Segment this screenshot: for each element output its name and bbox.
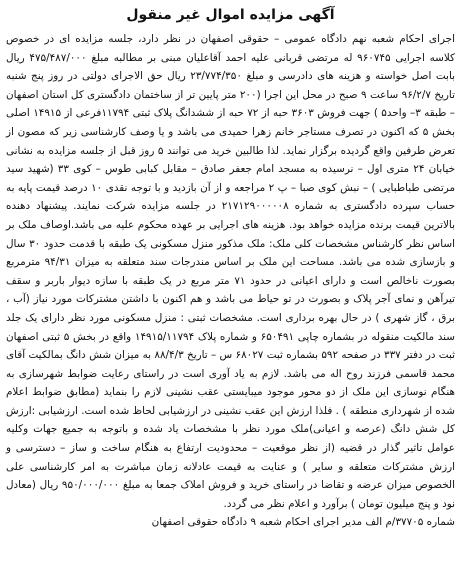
notice-body: اجرای احکام شعبه نهم دادگاه عمومی – حقوقی اصفهان در نظر دارد، جلسه مزایده ای در خصوص کلاسه اجرایی ۹۶۰۷۴۵ له مرتضی قربانی علیه احمد آقاعلیان مبنی بر مطالبه مبلغ ۴۷۵/۴۸۷/۰۰۰ ریال بابت اصل خواسته و هزینه های دادرسی و مبلغ ۲۳/۷۷۴/۳۵۰ ریال حق الاجرای دولتی در روز پنج شنبه تاریخ ۹۶/۲/۷ ساعت ۹ صبح در محل این اجرا (۲۰۰ متر پایین تر از ساختمان دادگستری کل استان اصفهان – طبقه ۳– واحد۵ ) جهت فروش ۳۶۰۳ حبه از ۷۲ حبه از ششدانگ پلاک ثبتی ۱۱۷۹۴فرعی از ۱۴۹۱۵ اصلی بخش ۵ که اکنون در تصرف مستاجر خانم زهرا حمیدی می باشد و یا وصف کارشناسی زیر که مصون از تعرض طرفین واقع گردیده برگزار نماید. لذا طالبین خرید می توانند ۵ روز قبل از جلسه مزایده به نشانی خیابان ۲۴ متری اول – نرسیده به مسجد امام جعفر صادق – مقابل کبابی طوس – کوی ۳۳ (شهید سید مرتضی طباطبایی ) – نبش کوی صبا – پ ۲ مراجعه و از آن بازدید و با توجه نقدی ۱۰ درصد قیمت پایه به حساب سپرده دادگستری به شماره ۲۱۷۱۲۹۰۰۰۰۰۸ در جلسه مزایده شرکت نمایند. پیشنهاد دهنده بالاترین قیمت برنده مزایده خواهد بود. هزینه های اجرایی بر عهده محکوم علیه می باشد.اوصاف ملک بر اساس نظر کارشناس مشخصات کلی ملک: ملک مذکور منزل مسکونی یک طبقه با قدمت حدود ۳۰ سال و بازسازی شده می باشد. مساحت این ملک بر اساس مندرجات سند متعلقه به میزان ۹۴/۳۱ مترمربع بصورت ناخالص است و دارای اعیانی در حدود ۷۱ متر مربع در یک طبقه با سازه دیوار باربر و سقف تیرآهن و نمای آجر پلاک و بصورت در تو حیاط می باشد و هم اکنون با داشتن مشترکات مورد نیاز (آب ، برق ، گاز شهری ) در حال بهره برداری است. مشخصات ثبتی : منزل مسکونی مورد نظر دارای یک جلد سند مالکیت منقوله در بشماره چاپی ۶۵۰۴۹۱ و شماره پلاک ۱۴۹۱۵/۱۱۷۹۴ واقع در بخش ۵ ثبتی اصفهان ثبت در دفتر ۳۳۷ در صفحه ۵۹۲ بشماره ثبت ۶۸۰۲۷ س – تاریخ ۸۸/۴/۳ به میزان شش دانگ بمالکیت آقای محمد قاسمی فرزند روح اله می باشد. لازم به یاد آوری است در راستای رعایت ضوابط شهرسازی به هنگام نوسازی این ملک از دو محور موجود میبایستی عقب نشینی لازم را بنماید (مطابق ضوابط اعلام شده از شهرداری منطقه ) . فلذا ارزش این عقب نشینی در ارزشیابی لحاظ شده است. ارزشیابی :ارزش کل شش دانگ (عرصه و اعیانی)ملک مورد نظر با مشخصات یاد شده و باتوجه به جمیع جهات وکلیه عوامل تاثیر گذار در قضیه (از نظر موقعیت – محدودیت ارتفاع به هنگام ساخت و ساز – دسترسی و ارزش مشترکات متعلقه و سایر ) و عنایت به قیمت عادلانه زمان مباشرت به امر کارشناسی علی الخصوص میزان عرضه و تقاضا در راستای خرید و فروش املاک جمعا به مبلغ ۹۵۰/۰۰۰/۰۰۰ ریال (معادل نود و پنج میلیون تومان ) برآورد و اعلام نظر می گردد. xyxy=(6,33,456,510)
notice-footer: شماره ۳۷۷۰۵/م الف مدیر اجرای احکام شعبه ۹ دادگاه حقوقی اصفهان xyxy=(151,516,455,529)
notice-title: آگهی مزایده اموال غیر منقول xyxy=(126,7,335,23)
